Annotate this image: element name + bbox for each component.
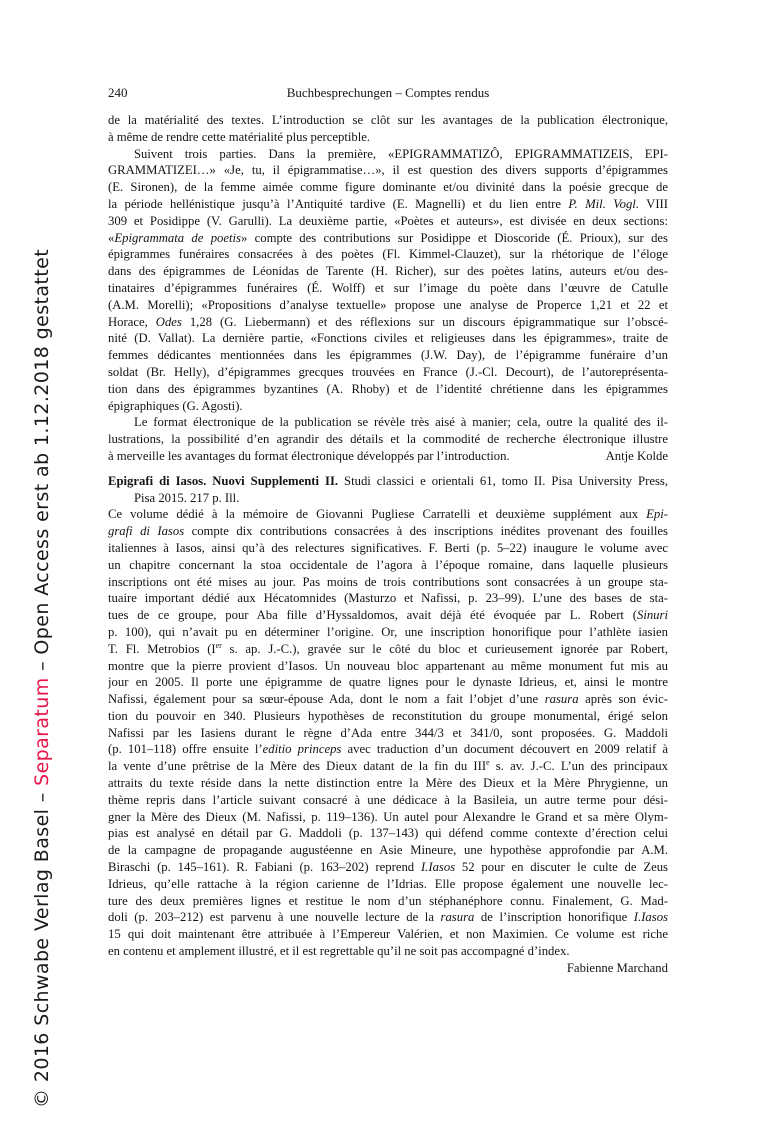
text-line: tuaire important dédié aux Hécatomnides (Masturzo et Nafissi, p. 23–99). L’une des bases de sta- — [108, 591, 668, 606]
sidebar-copyright: © 2016 Schwabe Verlag Basel – — [31, 785, 53, 1108]
text-line: 309 et Posidippe (V. Garulli). La deuxième partie, «Poètes et auteurs», est divisée en deux sections: — [108, 213, 668, 228]
text-line: soldat (Br. Helly), d’épigrammes grecques trouvées en France (J.-Cl. Decourt), de l’autoreprésenta- — [108, 364, 668, 379]
running-head-title: Buchbesprechungen – Comptes rendus — [286, 85, 490, 100]
text-line: épigraphiques (G. Agosti). — [108, 398, 243, 413]
text-line: dans des épigrammes de Léonidas de Tarente (H. Richer), sur des poètes latins, auteurs et/ou des- — [108, 264, 668, 279]
text-line: la période hellénistique jusqu’à l’Antiquité tardive (E. Magnelli) et du lien entre P. Mil. Vogl. VIII — [108, 196, 668, 211]
text-line: Pisa 2015. 217 p. Ill. — [134, 490, 240, 505]
sidebar-open-access-notice: – Open Access erst ab 1.12.2018 gestattet — [31, 248, 53, 678]
text-line: gner la Mère des Dieux (M. Nafissi, p. 119–136). Un autel pour Alexandre le Grand et sa mère Olym- — [108, 809, 668, 824]
text-line: tinataires d’épigrammes funéraires (É. Wolff) et sur l’image du poète dans l’œuvre de Catulle — [108, 280, 668, 295]
running-head — [108, 84, 668, 101]
reviewer-signature: Fabienne Marchand — [566, 960, 668, 975]
text-line: femmes dédicantes mentionnées dans les épigrammes (J.W. Day), de l’épigramme funéraire d’un — [108, 348, 668, 363]
text-line: (A.M. Morelli); «Propositions d’analyse textuelle» propose une analyse de Properce 1,21 et 22 et — [108, 297, 668, 312]
text-line: grafi di Iasos compte dix contributions consacrées à des inscriptions inédites provenant des fouilles — [108, 524, 668, 539]
text-line: un chapitre concernant la stoa occidentale de l’agora à l’époque romaine, dans laquelle plusieurs — [108, 557, 668, 572]
review-continuation-paragraph — [108, 112, 668, 146]
text-line: jour en 2005. Il porte une épigramme de quatre lignes pour le dynaste Idrieus, et, ainsi le montre — [108, 675, 668, 690]
text-line: Horace, Odes 1,28 (G. Liebermann) et des réflexions sur un discours épigrammatique sur l’obscé- — [108, 314, 668, 329]
review-closing-paragraph — [108, 414, 668, 464]
reviewer-signature: Antje Kolde — [605, 448, 668, 463]
text-line: nité (D. Vallat). La dernière partie, «Fonctions civiles et religieuses dans les épigrammes», traite de — [108, 331, 668, 346]
text-line: de la campagne de propagande augustéenne en Asie Mineure, une hypothèse approfondie par A.M. — [108, 843, 668, 858]
text-line: «Epigrammata de poetis» compte des contributions sur Posidippe et Dioscoride (É. Prioux), sur des — [108, 230, 668, 245]
text-line: Epigrafi di Iasos. Nuovi Supplementi II. Studi classici e orientali 61, tomo II. Pisa University Press, — [108, 473, 668, 488]
sidebar-separatum: Separatum — [31, 677, 53, 786]
text-line: thème repris dans l’article suivant consacré à une dédicace à la Basileia, un autre terme pour dési- — [108, 792, 668, 807]
sidebar-imprint — [29, 249, 56, 1108]
text-column-blocks — [108, 112, 668, 977]
review-body-paragraph — [108, 506, 668, 976]
text-line: tues de ce groupe, pour Aba fille d’Hyssaldomos, avait déjà été évoquée par L. Robert (Sinuri — [108, 608, 668, 623]
text-line: à même de rendre cette matérialité plus perceptible. — [108, 129, 371, 144]
text-column — [108, 84, 668, 977]
text-line: épigrammes funéraires consacrées à des poètes (Fl. Kimmel-Clauzet), sur la rhétorique de l’éloge — [108, 247, 668, 262]
text-line: 15 qui doit maintenant être attribuée à l’Empereur Valérien, et non Maximien. Ce volume est riche — [108, 927, 668, 942]
text-line: pias est analysé en détail par G. Maddoli (p. 137–143) qui défend comme contexte d’érection celui — [108, 826, 668, 841]
text-line: (E. Sironen), de la femme aimée comme figure dominante et/ou divinité dans la poésie grecque de — [108, 180, 668, 195]
text-line: tion du pouvoir en 340. Plusieurs hypothèses de reconstitution du groupe monumental, érigé selon — [108, 708, 668, 723]
text-line: Biraschi (p. 145–161). R. Fabiani (p. 163–202) reprend I.Iasos 52 pour en discuter le culte de Zeus — [108, 860, 668, 875]
text-line: Idrieus, qu’elle rattache à la région carienne de l’Idrias. Elle propose également une nouvelle lec- — [108, 876, 668, 891]
text-line: attraits du texte réside dans la nette distinction entre la Mère des Dieux et la Mère Phrygienne, un — [108, 776, 668, 791]
text-line: tion dans des épigrammes byzantines (A. Rhoby) et de l’identité chrétienne dans les épigrammes — [108, 381, 668, 396]
text-line: la vente d’une prêtrise de la Mère des Dieux datant de la fin du IIIe s. av. J.-C. L’un des principaux — [108, 758, 668, 774]
text-line: p. 100), qui n’avait pu en déterminer l’origine. Or, une inscription honorifique pour l’athlète iasien — [108, 624, 668, 639]
text-line: en contenu et amplement illustré, et il est regrettable qu’il ne soit pas accompagné d’index. — [108, 944, 570, 959]
text-line: de la matérialité des textes. L’introduction se clôt sur les avantages de la publication électronique, — [108, 113, 668, 127]
text-line: ture des deux premières lignes et restitue le nom d’un stéphanéphore connu. Finalement, G. Mad- — [108, 893, 668, 908]
review-paragraph-parts — [108, 146, 668, 415]
book-heading — [108, 473, 668, 507]
text-line: (p. 101–118) offre ensuite l’editio princeps avec traduction d’un document découvert en 2009 relatif à — [108, 742, 668, 757]
text-line: lustrations, la possibilité d’en agrandir des détails et la commodité de recherche électronique illustre — [108, 432, 668, 447]
page-number: 240 — [108, 85, 128, 100]
text-line: Nafissi, également pour sa sœur-épouse Ada, dont le nom a fait l’objet d’une rasura après son évic- — [108, 692, 668, 707]
text-line: à merveille les avantages du format électronique développés par l’introduction. Antje Kolde — [108, 448, 668, 463]
text-line: italiennes à Iasos, ainsi qu’à des relectures significatives. F. Berti (p. 5–22) inaugure le volume avec — [108, 540, 668, 555]
text-line: T. Fl. Metrobios (Ier s. ap. J.-C.), gravée sur le côté du bloc et curieusement ignorée par Robert, — [108, 640, 668, 656]
text-line: Le format électronique de la publication se révèle très aisé à manier; cela, outre la qualité des il- — [134, 415, 668, 430]
text-line: montre que la pierre provient d’Iasos. Un nouveau bloc appartenant au même monument fut mis au — [108, 658, 668, 673]
text-line: Ce volume dédié à la mémoire de Giovanni Pugliese Carratelli et deuxième supplément aux Epi- — [108, 507, 668, 522]
text-line: inscriptions ont été mises au jour. Pas moins de trois contributions sont consacrées à un groupe sta- — [108, 574, 668, 589]
text-line — [108, 960, 668, 977]
text-line: Suivent trois parties. Dans la première, «EPIGRAMMATIZÔ, EPIGRAMMATIZEIS, EPI- — [134, 146, 668, 161]
text-line: doli (p. 203–212) est parvenu à une nouvelle lecture de la rasura de l’inscription honorifique I.Iasos — [108, 910, 668, 925]
text-line: Nafissi par les Iasiens durant le règne d’Ada entre 344/3 et 341/0, sont proposées. G. Maddoli — [108, 725, 668, 740]
text-line: GRAMMATIZEI…» «Je, tu, il épigrammatise…», il est question des divers supports d’épigrammes — [108, 163, 668, 178]
